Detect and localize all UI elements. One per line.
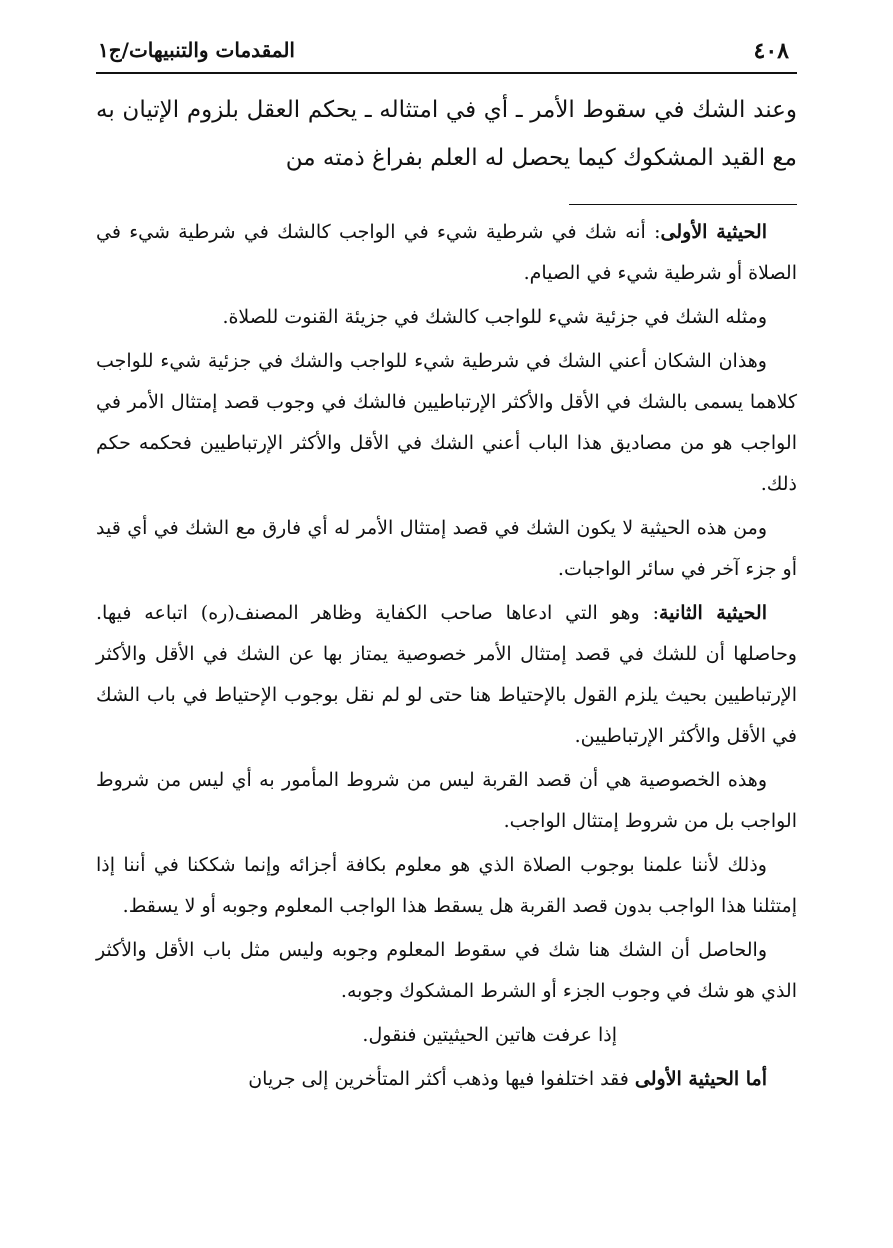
footnote-text: : أنه شك في شرطية شيء في الواجب كالشك في شرطية شيء في الصلاة أو شرطية شيء في الصيام. — [96, 221, 797, 284]
footnote-paragraph-2: ومثله الشك في جزئية شيء للواجب كالشك في جزيئة القنوت للصلاة. — [222, 306, 767, 328]
footnote-heading: الحيثية الأولى — [660, 221, 768, 243]
footnote-paragraph-10 — [96, 1059, 797, 1100]
footnote-text: : وهو التي ادعاها صاحب الكفاية وظاهر المصنف(ره) اتباعه فيها. وحاصلها أن للشك في قصد إمتثال الأمر خصوصية يمتاز بها عن الشك في الأقل والأكثر الإرتباطيين بحيث يلزم القول بالإحتياط هنا حتى لو لم نقل بوجوب الإحتياط في باب الشك في الأقل والأكثر الإرتباطيين. — [96, 602, 797, 747]
header-rule — [96, 72, 797, 74]
page-number: ٤٠٨ — [753, 38, 789, 64]
footnote-paragraph-8: والحاصل أن الشك هنا شك في سقوط المعلوم وجوبه وليس مثل باب الأقل والأكثر الذي هو شك في وجوب الجزء أو الشرط المشكوك وجوبه. — [96, 939, 797, 1002]
footnote-heading: الحيثية الثانية — [659, 602, 767, 624]
page-header — [96, 36, 797, 72]
footnote-text: فقد اختلفوا فيها وذهب أكثر المتأخرين إلى جريان — [248, 1068, 635, 1090]
main-text: وعند الشك في سقوط الأمر ـ أي في امتثاله ـ يحكم العقل بلزوم الإتيان به مع القيد المشكوك كيما يحصل له العلم بفراغ ذمته من — [96, 97, 797, 171]
footnote-separator — [569, 204, 797, 205]
footnote-paragraph-9: إذا عرفت هاتين الحيثيتين فنقول. — [362, 1024, 617, 1046]
footnote-heading: أما الحيثية الأولى — [634, 1068, 767, 1090]
footnote-paragraph-4: ومن هذه الحيثية لا يكون الشك في قصد إمتثال الأمر له أي فارق مع الشك في أي قيد أو جزء آخر في سائر الواجبات. — [96, 517, 797, 580]
footnotes-section — [96, 212, 797, 1103]
running-title: المقدمات والتنبيهات/ج١ — [98, 38, 295, 62]
footnote-paragraph-1 — [96, 212, 797, 294]
footnote-paragraph-7: وذلك لأننا علمنا بوجوب الصلاة الذي هو معلوم بكافة أجزائه وإنما شككنا في أننا إذا إمتثلنا هذا الواجب بدون قصد القربة هل يسقط هذا الواجب المعلوم وجوبه أو لا يسقط. — [96, 854, 797, 917]
footnote-paragraph-5 — [96, 593, 797, 757]
footnote-paragraph-6: وهذه الخصوصية هي أن قصد القربة ليس من شروط المأمور به أي ليس من شروط الواجب بل من شروط إمتثال الواجب. — [96, 769, 797, 832]
footnote-paragraph-3: وهذان الشكان أعني الشك في شرطية شيء للواجب والشك في جزئية شيء للواجب كلاهما يسمى بالشك في الأقل والأكثر الإرتباطيين فالشك في وجوب قصد إمتثال الأمر في الواجب هو من مصاديق هذا الباب أعني الشك في الأقل والأكثر الإرتباطيين فحكمه حكم ذلك. — [96, 350, 797, 495]
